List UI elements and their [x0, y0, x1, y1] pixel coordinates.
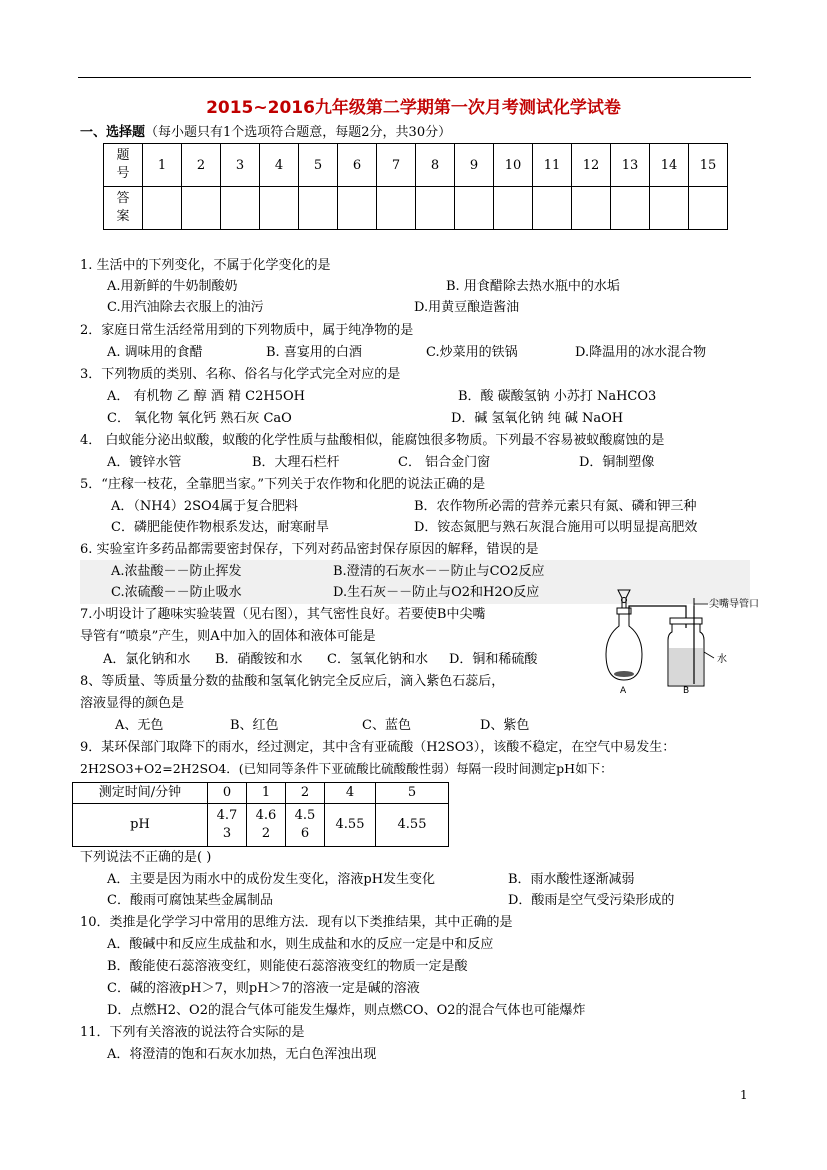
answer-table-answer-row — [104, 187, 728, 230]
number-cell: 15 — [689, 144, 728, 187]
number-cell: 2 — [182, 144, 221, 187]
number-cell: 1 — [143, 144, 182, 187]
question-1-option-c: C.用汽油除去衣服上的油污 — [107, 300, 264, 315]
question-11-stem: 11．下列有关溶液的说法符合实际的是 — [80, 1025, 305, 1040]
question-8-option-d: D、紫色 — [480, 718, 530, 733]
figure-label-b: B — [683, 686, 690, 696]
question-1-option-b: B. 用食醋除去热水瓶中的水垢 — [446, 279, 620, 294]
number-cell: 4 — [260, 144, 299, 187]
ph-table-time-label: 测定时间/分钟 — [73, 783, 208, 804]
time-cell: 2 — [286, 783, 325, 804]
ph-table-ph-label: pH — [73, 804, 208, 847]
question-11-option-a: A．将澄清的饱和石灰水加热，无白色浑浊出现 — [107, 1047, 377, 1062]
ph-table-time-row — [73, 783, 449, 804]
number-cell: 14 — [650, 144, 689, 187]
number-cell: 5 — [299, 144, 338, 187]
number-cell: 10 — [494, 144, 533, 187]
question-10-option-a: A．酸碱中和反应生成盐和水，则生成盐和水的反应一定是中和反应 — [107, 937, 494, 952]
question-5-option-b: B．农作物所必需的营养元素只有氮、磷和钾三种 — [414, 499, 697, 514]
question-7-option-a: A．氯化钠和水 — [103, 652, 191, 667]
question-2-option-d: D.降温用的冰水混合物 — [575, 345, 707, 360]
question-3-option-b: B．酸 碳酸氢钠 小苏打 NaHCO3 — [458, 389, 657, 404]
question-7-stem-2: 导管有“喷泉”产生，则A中加入的固体和液体可能是 — [80, 629, 376, 644]
ph-cell: 4.55 — [325, 804, 376, 847]
question-9-stem-1: 9．某环保部门取降下的雨水，经过测定，其中含有亚硫酸（H2SO3），该酸不稳定，在空气中易发生： — [80, 740, 676, 755]
question-4-stem: 4． 白蚁能分泌出蚁酸，蚁酸的化学性质与盐酸相似，能腐蚀很多物质。下列最不容易被蚁酸腐蚀的是 — [80, 433, 665, 448]
answer-cell[interactable] — [299, 187, 338, 230]
figure-label-tube: 尖嘴导管口 — [709, 599, 759, 610]
question-10-option-d: D．点燃H2、O2的混合气体可能发生爆炸，则点燃CO、O2的混合气体也可能爆炸 — [107, 1003, 586, 1018]
water-in-b-icon — [669, 648, 703, 685]
number-cell: 7 — [377, 144, 416, 187]
question-5-option-a: A．（NH4）2SO4属于复合肥料 — [111, 499, 298, 514]
question-3-option-d: D．碱 氢氧化钠 纯 碱 NaOH — [451, 411, 624, 426]
funnel-icon — [618, 590, 630, 608]
answer-cell[interactable] — [416, 187, 455, 230]
question-9-prompt: 下列说法不正确的是( ) — [80, 850, 212, 865]
number-cell: 6 — [338, 144, 377, 187]
apparatus-diagram — [596, 586, 766, 698]
figure-label-a: A — [620, 686, 627, 696]
question-1-option-d: D.用黄豆酿造酱油 — [414, 300, 520, 315]
question-6-option-d: D.生石灰－－防止与O2和H2O反应 — [333, 585, 540, 600]
answer-cell[interactable] — [533, 187, 572, 230]
question-4-option-d: D．铜制塑像 — [579, 455, 655, 470]
question-2-option-a: A. 调味用的食醋 — [107, 345, 203, 360]
question-10-stem: 10．类推是化学学习中常用的思维方法．现有以下类推结果，其中正确的是 — [80, 915, 513, 930]
question-9-option-c: C．酸雨可腐蚀某些金属制品 — [107, 893, 273, 908]
question-1-stem: 1. 生活中的下列变化，不属于化学变化的是 — [80, 258, 331, 273]
question-7-option-d: D．铜和稀硫酸 — [449, 652, 538, 667]
section-title: 一、选择题 — [80, 125, 146, 140]
number-cell: 13 — [611, 144, 650, 187]
question-8-option-a: A、无色 — [115, 718, 164, 733]
question-6-option-c: C.浓硫酸－－防止吸水 — [111, 585, 242, 600]
question-1-option-a: A.用新鲜的牛奶制酸奶 — [107, 279, 238, 294]
answer-cell[interactable] — [494, 187, 533, 230]
time-cell: 5 — [376, 783, 449, 804]
answer-cell[interactable] — [182, 187, 221, 230]
time-cell: 0 — [208, 783, 247, 804]
question-8-option-b: B、红色 — [230, 718, 279, 733]
question-9-option-a: A．主要是因为雨水中的成份发生变化，溶液pH发生变化 — [107, 872, 436, 887]
question-8-stem-2: 溶液显得的颜色是 — [80, 696, 185, 711]
question-7-stem-1: 7.小明设计了趣味实验装置（见右图），其气密性良好。若要使B中尖嘴 — [80, 607, 486, 622]
answer-cell[interactable] — [143, 187, 182, 230]
answer-cell[interactable] — [455, 187, 494, 230]
ph-cell — [208, 804, 247, 847]
ph-cell-bottom: 2 — [261, 826, 271, 841]
time-cell: 1 — [247, 783, 286, 804]
question-10-option-b: B．酸能使石蕊溶液变红，则能使石蕊溶液变红的物质一定是酸 — [107, 959, 468, 974]
question-9-option-d: D．酸雨是空气受污染形成的 — [508, 893, 675, 908]
row-label-answer: 答 案 — [104, 187, 143, 230]
question-7-option-b: B．硝酸铵和水 — [215, 652, 303, 667]
question-3-stem: 3．下列物质的类别、名称、俗名与化学式完全对应的是 — [80, 367, 401, 382]
answer-table — [103, 143, 728, 230]
question-9-option-b: B．雨水酸性逐渐减弱 — [508, 872, 635, 887]
question-3-option-c: C． 氧化物 氧化钙 熟石灰 CaO — [107, 411, 292, 426]
ph-cell-bottom: 3 — [222, 826, 232, 841]
ph-cell-top: 4.6 — [255, 808, 277, 823]
question-3-option-a: A． 有机物 乙 醇 酒 精 C2H5OH — [107, 389, 306, 404]
answer-cell[interactable] — [377, 187, 416, 230]
number-cell: 11 — [533, 144, 572, 187]
question-2-option-c: C.炒菜用的铁锅 — [426, 345, 518, 360]
answer-cell[interactable] — [650, 187, 689, 230]
solid-in-a-icon — [614, 671, 634, 677]
section-note: （每小题只有1个选项符合题意，每题2分，共30分） — [145, 125, 452, 140]
question-7-option-c: C．氢氧化钠和水 — [327, 652, 428, 667]
answer-table-number-row — [104, 144, 728, 187]
flask-a-icon — [606, 610, 642, 680]
question-8-stem-1: 8、等质量、等质量分数的盐酸和氢氧化钠完全反应后，滴入紫色石蕊后， — [80, 674, 505, 689]
question-6-option-a: A.浓盐酸－－防止挥发 — [111, 564, 242, 579]
question-8-option-c: C、蓝色 — [362, 718, 411, 733]
question-5-option-d: D．铵态氮肥与熟石灰混合施用可以明显提高肥效 — [414, 520, 698, 535]
ph-table — [72, 782, 449, 847]
answer-cell[interactable] — [689, 187, 728, 230]
question-5-stem: 5．“庄稼一枝花，全靠肥当家。”下列关于农作物和化肥的说法正确的是 — [80, 477, 486, 492]
ph-cell-top: 4.7 — [216, 808, 238, 823]
question-2-stem: 2．家庭日常生活经常用到的下列物质中，属于纯净物的是 — [80, 323, 414, 338]
question-4-option-c: C． 铝合金门窗 — [398, 455, 491, 470]
number-cell: 8 — [416, 144, 455, 187]
question-9-stem-2: 2H2SO3+O2=2H2SO4．(已知同等条件下亚硫酸比硫酸酸性弱）每隔一段时间测定pH如下： — [80, 761, 613, 776]
connecting-tube-icon — [629, 606, 686, 628]
question-6-stem: 6. 实验室许多药品都需要密封保存，下列对药品密封保存原因的解释，错误的是 — [80, 542, 539, 557]
time-cell: 4 — [325, 783, 376, 804]
row-label-number: 题 号 — [104, 144, 143, 187]
section-heading — [80, 121, 451, 140]
question-10-option-c: C．碱的溶液pH＞7，则pH＞7的溶液一定是碱的溶液 — [107, 981, 420, 996]
figure-label-water: 水 — [717, 654, 727, 665]
page-number: 1 — [740, 1088, 748, 1102]
number-cell: 9 — [455, 144, 494, 187]
answer-cell[interactable] — [572, 187, 611, 230]
number-cell: 3 — [221, 144, 260, 187]
stopper-b-icon — [670, 618, 702, 624]
answer-cell[interactable] — [338, 187, 377, 230]
question-2-option-b: B. 喜宴用的白酒 — [266, 345, 362, 360]
answer-cell[interactable] — [221, 187, 260, 230]
ph-cell: 4.55 — [376, 804, 449, 847]
header-rule — [78, 77, 751, 78]
answer-cell[interactable] — [260, 187, 299, 230]
ph-cell-top: 4.5 — [294, 808, 316, 823]
number-cell: 12 — [572, 144, 611, 187]
question-6-option-b: B.澄清的石灰水－－防止与CO2反应 — [333, 564, 545, 579]
ph-cell — [286, 804, 325, 847]
ph-table-ph-row — [73, 804, 449, 847]
page-title: 2015~2016九年级第二学期第一次月考测试化学试卷 — [206, 98, 621, 118]
water-label-pointer — [704, 652, 714, 658]
ph-cell — [247, 804, 286, 847]
answer-cell[interactable] — [611, 187, 650, 230]
ph-cell-bottom: 6 — [300, 826, 310, 841]
question-4-option-b: B．大理石栏杆 — [252, 455, 340, 470]
question-4-option-a: A．镀锌水管 — [107, 455, 182, 470]
question-5-option-c: C．磷肥能使作物根系发达，耐寒耐旱 — [111, 520, 329, 535]
